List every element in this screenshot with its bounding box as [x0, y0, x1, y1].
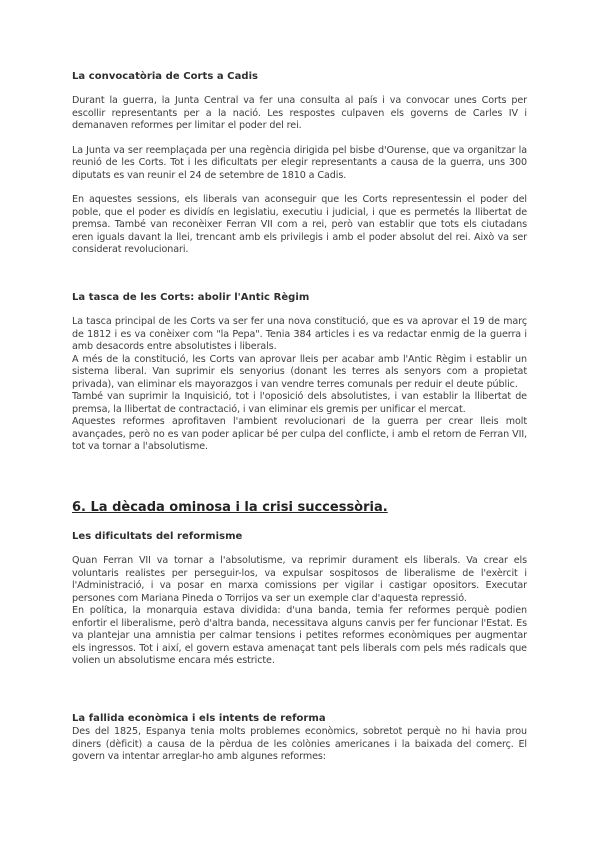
- heading-tasca-corts: La tasca de les Corts: abolir l'Antic Règim: [72, 292, 310, 303]
- paragraph: Des del 1825, Espanya tenia molts problemes econòmics, sobretot perquè no hi havia prou diners (dèficit) a causa de la pèrdua de les colònies americanes i la baixada del comerç. El govern va intentar arreglar-ho amb algunes reformes:: [72, 726, 527, 762]
- paragraph: Quan Ferran VII va tornar a l'absolutisme, va reprimir durament els liberals. Va crear els voluntaris realistes per perseguir-los, va expulsar sospitosos de liberalisme de l'exèrcit i l'Administració, i va posar en marxa comissions per vigilar i castigar opositors. Executar persones com Mariana Pineda o Torrijos va ser un exemple clar d'aquesta repressió.: [72, 555, 527, 604]
- heading-corts-cadis: La convocatòria de Corts a Cadis: [72, 71, 259, 82]
- paragraph: La tasca principal de les Corts va ser fer una nova constitució, que es va aprovar el 19 de març de 1812 i es va conèixer com "la Pepa". Tenia 384 articles i es va redactar enmig de la guerra i amb desacords entre absolutistes i liberals.: [72, 316, 527, 352]
- section-corts-body: [72, 95, 527, 257]
- section-dificultats-body: [72, 555, 527, 668]
- section-fallida-body: [72, 726, 527, 764]
- paragraph: A més de la constitució, les Corts van aprovar lleis per acabar amb l'Antic Règim i establir un sistema liberal. Van suprimir els senyorius (donant les terres als senyors com a propietat privada), van eliminar els mayorazgos i van vendre terres comunals per reduir el deute públic.: [72, 353, 527, 390]
- heading-dificultats: Les dificultats del reformisme: [72, 531, 243, 542]
- section-tasca-body: [72, 316, 527, 454]
- section-6-title: 6. La dècada ominosa i la crisi successòria.: [72, 500, 388, 515]
- paragraph: Durant la guerra, la Junta Central va fer una consulta al país i va convocar unes Corts per escollir representants per a la nació. Les respostes culpaven els governs de Carles IV i demanaven reformes per limitar el poder del rei.: [72, 95, 527, 131]
- paragraph: També van suprimir la Inquisició, tot i l'oposició dels absolutistes, i van establir la llibertat de premsa, la llibertat de contractació, i van eliminar els gremis per unificar el mercat.: [72, 391, 527, 415]
- paragraph: En política, la monarquia estava dividida: d'una banda, temia fer reformes perquè podien enfortir el liberalisme, però d'altra banda, necessitava alguns canvis per fer funcionar l'Estat. Es va plantejar una amnistia per calmar tensions i petites reformes econòmiques per augmentar els ingressos. Tot i així, el govern estava amenaçat tant pels liberals com pels més radicals que volien un absolutisme encara més estricte.: [72, 605, 527, 666]
- paragraph: En aquestes sessions, els liberals van aconseguir que les Corts representessin el poder del poble, que el poder es dividís en legislatiu, executiu i judicial, i que es permetés la llibertat de premsa. També van reconèixer Ferran VII com a rei, però van establir que tots els ciutadans eren iguals davant la llei, trencant amb els privilegis i amb el poder absolut del rei. Això va ser considerat revolucionari.: [72, 194, 527, 255]
- paragraph: La Junta va ser reemplaçada per una regència dirigida pel bisbe d'Ourense, que va organitzar la reunió de les Corts. Tot i les dificultats per elegir representants a causa de la guerra, uns 300 diputats es van reunir el 24 de setembre de 1810 a Cadis.: [72, 144, 527, 181]
- heading-fallida: La fallida econòmica i els intents de reforma: [72, 713, 326, 724]
- paragraph: Aquestes reformes aprofitaven l'ambient revolucionari de la guerra per crear lleis molt avançades, però no es van poder aplicar bé per culpa del conflicte, i amb el retorn de Ferran VII, tot va tornar a l'absolutisme.: [72, 416, 527, 452]
